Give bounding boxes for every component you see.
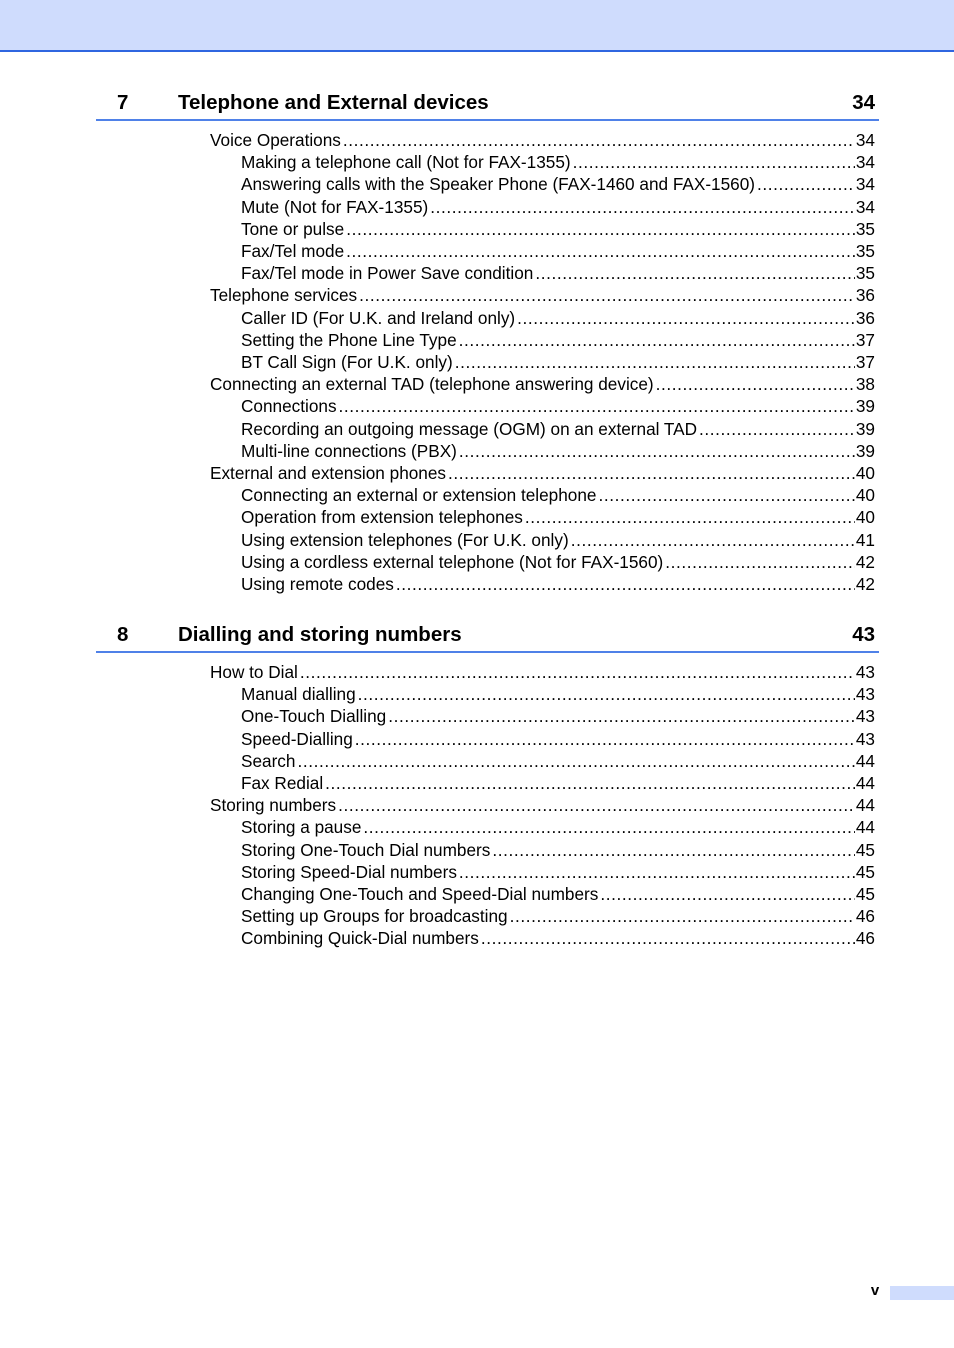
corner-tab [890, 1286, 954, 1300]
chapter-page: 43 [852, 623, 875, 646]
toc-entry-title: BT Call Sign (For U.K. only) [241, 352, 453, 372]
toc-entry-title: Storing a pause [241, 817, 362, 838]
toc-entry-title: External and extension phones [210, 463, 447, 483]
toc-subsection[interactable] [241, 395, 875, 417]
toc-entry-page: 34 [855, 174, 875, 195]
toc-entry-title: Speed-Dialling [241, 728, 353, 749]
toc-entry-page: 39 [855, 396, 875, 417]
dot-leader [525, 506, 855, 528]
toc-entry-page: 35 [855, 263, 875, 284]
toc-subsection[interactable] [241, 440, 875, 462]
toc-entry-page: 44 [855, 750, 875, 771]
toc-entry-page: 34 [855, 130, 875, 150]
chapter-number: 7 [117, 91, 129, 114]
dot-leader [535, 262, 855, 284]
toc-subsection[interactable] [241, 262, 875, 284]
chapter-title[interactable]: Dialling and storing numbers [178, 623, 462, 646]
toc-subsection[interactable] [241, 551, 875, 573]
toc-subsection[interactable] [241, 529, 875, 551]
toc-subsection[interactable] [241, 506, 875, 528]
toc-entry-page: 40 [855, 463, 875, 483]
dot-leader [343, 129, 855, 151]
toc-subsection[interactable] [241, 772, 875, 794]
dot-leader [510, 905, 855, 927]
toc-entry-page: 36 [855, 307, 875, 328]
dot-leader [665, 551, 855, 573]
toc-entry-page: 40 [855, 485, 875, 506]
toc-entry-page: 39 [855, 418, 875, 439]
dot-leader [656, 373, 855, 395]
dot-leader [517, 307, 855, 329]
toc-entry-page: 34 [855, 196, 875, 217]
toc-entry-title: Connecting an external or extension telephone [241, 485, 597, 506]
dot-leader [448, 462, 855, 484]
toc-entry-page: 45 [855, 839, 875, 860]
dot-leader [359, 284, 855, 306]
toc-subsection[interactable] [241, 728, 875, 750]
dot-leader [430, 196, 855, 218]
dot-leader [339, 395, 855, 417]
toc-entry-page: 35 [855, 241, 875, 261]
dot-leader [459, 861, 855, 883]
dot-leader [481, 927, 855, 949]
header-band [0, 0, 954, 52]
toc-entry-title: Voice Operations [210, 130, 341, 150]
toc-entry-page: 43 [855, 662, 875, 682]
dot-leader [459, 329, 855, 351]
toc-entry-page: 43 [855, 728, 875, 749]
chapter-title[interactable]: Telephone and External devices [178, 91, 489, 114]
toc-entry-title: Mute (Not for FAX-1355) [241, 196, 429, 217]
dot-leader [459, 440, 855, 462]
toc-entry-title: Using extension telephones (For U.K. only) [241, 529, 569, 550]
chapter-heading-7 [96, 91, 879, 121]
toc-entry-page: 37 [855, 329, 875, 350]
toc-entry-title: Storing Speed-Dial numbers [241, 861, 457, 882]
toc-entry-title: Making a telephone call (Not for FAX-1355) [241, 152, 571, 173]
toc-section[interactable] [210, 284, 875, 306]
toc-entry-page: 46 [855, 906, 875, 927]
toc-subsection[interactable] [241, 839, 875, 861]
dot-leader [346, 218, 855, 240]
dot-leader [358, 683, 855, 705]
chapter-page: 34 [852, 91, 875, 114]
toc-entry-title: Caller ID (For U.K. and Ireland only) [241, 307, 516, 328]
toc-subsection[interactable] [241, 683, 875, 705]
toc-entry-title: Setting up Groups for broadcasting [241, 906, 508, 927]
toc-entry-page: 40 [855, 507, 875, 528]
toc-entry-title: Changing One-Touch and Speed-Dial numbers [241, 884, 599, 904]
toc-subsection[interactable] [241, 816, 875, 838]
toc-entry-title: Storing One-Touch Dial numbers [241, 839, 491, 860]
toc-entry-title: Telephone services [210, 285, 358, 306]
toc-entry-page: 39 [855, 440, 875, 461]
toc-entry-page: 44 [855, 817, 875, 838]
toc-entry-title: Fax Redial [241, 773, 324, 793]
toc-subsection[interactable] [241, 196, 875, 218]
toc-entry-title: Storing numbers [210, 795, 337, 816]
toc-entry-page: 45 [855, 884, 875, 904]
toc-subsection[interactable] [241, 329, 875, 351]
dot-leader [396, 573, 855, 595]
toc-subsection[interactable] [241, 883, 875, 905]
toc-section[interactable] [210, 661, 875, 683]
toc-entry-title: How to Dial [210, 662, 298, 682]
toc-entry-page: 43 [855, 684, 875, 705]
toc-entry-page: 41 [855, 529, 875, 550]
toc-entry-title: Answering calls with the Speaker Phone (FAX-1460 and FAX-1560) [241, 174, 756, 195]
toc-subsection[interactable] [241, 927, 875, 949]
dot-leader [338, 794, 855, 816]
toc-entry-title: Search [241, 750, 296, 771]
toc-subsection[interactable] [241, 750, 875, 772]
dot-leader [346, 240, 855, 262]
dot-leader [363, 816, 854, 838]
dot-leader [492, 839, 855, 861]
dot-leader [600, 883, 855, 905]
toc-entry-page: 43 [855, 706, 875, 727]
toc-entry-page: 34 [855, 152, 875, 173]
toc-entry-title: Connections [241, 396, 337, 417]
toc-entry-title: Using remote codes [241, 574, 394, 594]
dot-leader [455, 351, 855, 373]
toc-entry-page: 38 [855, 374, 875, 395]
chapter-heading-8 [96, 623, 879, 653]
toc-entry-title: Using a cordless external telephone (Not for FAX-1560) [241, 551, 664, 572]
toc-subsection[interactable] [241, 151, 875, 173]
toc-subsection[interactable] [241, 861, 875, 883]
toc-entry-title: Fax/Tel mode in Power Save condition [241, 263, 534, 284]
toc-entry-page: 42 [855, 574, 875, 594]
toc-subsection[interactable] [241, 173, 875, 195]
toc-entry-page: 44 [855, 773, 875, 793]
toc-entry-title: Operation from extension telephones [241, 507, 523, 528]
toc-subsection[interactable] [241, 351, 875, 373]
dot-leader [388, 705, 855, 727]
toc-entry-page: 46 [855, 928, 875, 949]
toc-entry-page: 36 [855, 285, 875, 306]
dot-leader [573, 151, 855, 173]
toc-subsection[interactable] [241, 307, 875, 329]
toc-entry-title: Manual dialling [241, 684, 356, 705]
dot-leader [297, 750, 854, 772]
dot-leader [355, 728, 855, 750]
toc-subsection[interactable] [241, 240, 875, 262]
toc-entry-title: Recording an outgoing message (OGM) on an external TAD [241, 418, 698, 439]
toc-entry-title: One-Touch Dialling [241, 706, 387, 727]
toc-entry-page: 37 [855, 352, 875, 372]
toc-entry-title: Fax/Tel mode [241, 241, 345, 261]
toc-entry-title: Setting the Phone Line Type [241, 329, 457, 350]
toc-subsection[interactable] [241, 573, 875, 595]
toc-entry-title: Combining Quick-Dial numbers [241, 928, 479, 949]
dot-leader [325, 772, 855, 794]
dot-leader [300, 661, 855, 683]
toc-subsection[interactable] [241, 418, 875, 440]
dot-leader [571, 529, 855, 551]
toc-entry-page: 44 [855, 795, 875, 816]
toc-subsection[interactable] [241, 905, 875, 927]
toc-section[interactable] [210, 129, 875, 151]
toc-entry-page: 42 [855, 551, 875, 572]
toc-section[interactable] [210, 373, 875, 395]
toc-subsection[interactable] [241, 484, 875, 506]
toc-section[interactable] [210, 462, 875, 484]
toc-entry-title: Connecting an external TAD (telephone answering device) [210, 374, 654, 395]
toc-subsection[interactable] [241, 218, 875, 240]
page-number: v [870, 1282, 880, 1299]
dot-leader [757, 173, 855, 195]
chapter-number: 8 [117, 623, 129, 646]
toc-entry-page: 45 [855, 861, 875, 882]
toc-entry-page: 35 [855, 218, 875, 239]
dot-leader [598, 484, 854, 506]
dot-leader [699, 418, 855, 440]
toc-subsection[interactable] [241, 705, 875, 727]
toc-section[interactable] [210, 794, 875, 816]
toc-entry-title: Multi-line connections (PBX) [241, 440, 457, 461]
toc-entry-title: Tone or pulse [241, 218, 345, 239]
